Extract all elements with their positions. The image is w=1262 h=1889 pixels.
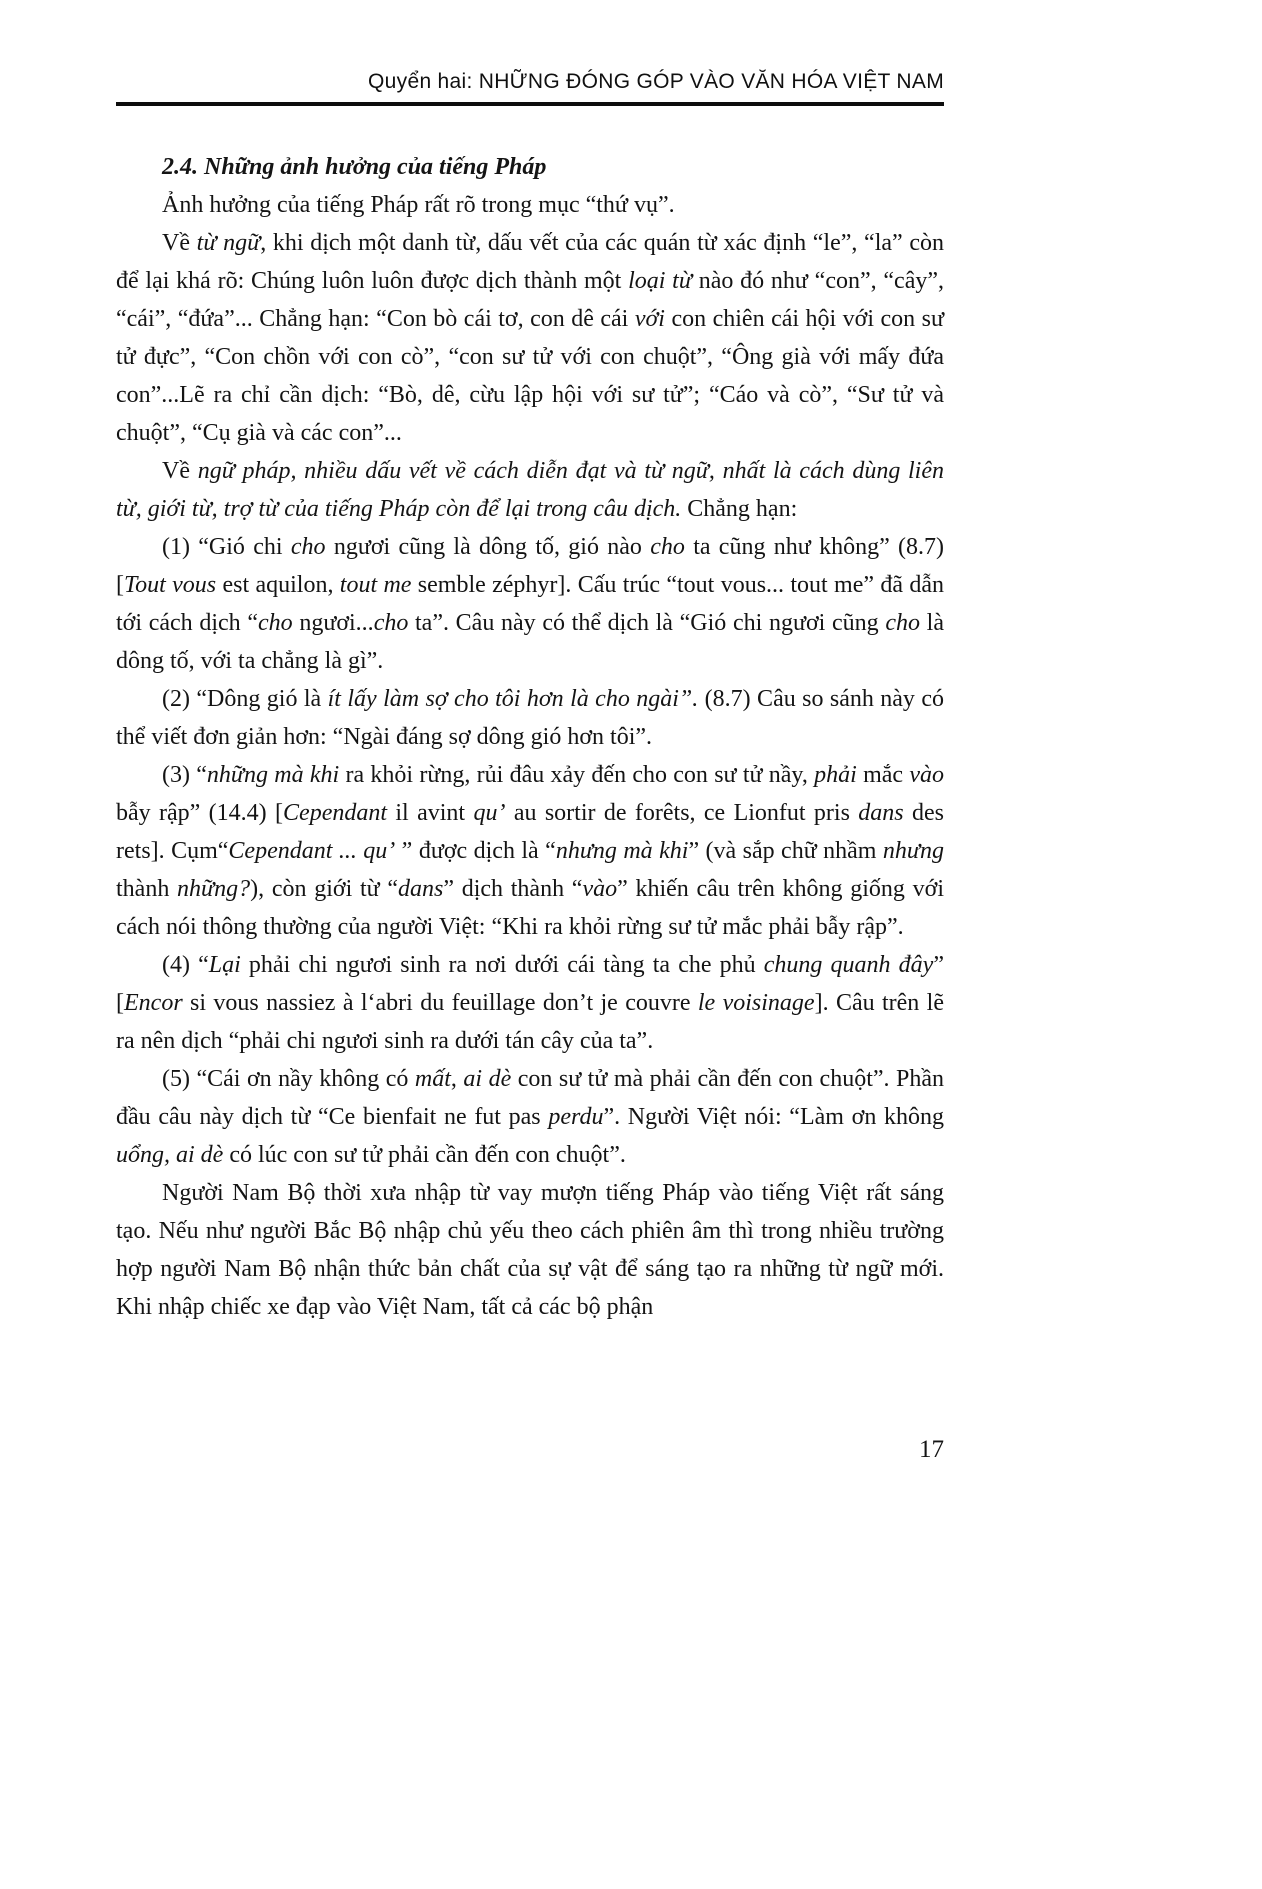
text-segment: des rets]. Cụm“: [116, 800, 944, 864]
italic-text-segment: chung quanh đây: [763, 952, 934, 978]
italic-text-segment: những mà khi: [206, 762, 340, 788]
text-segment: semble zéphyr]. Cấu trúc “tout vous... tout me” đã dẫn tới cách dịch “: [116, 572, 944, 636]
italic-text-segment: 2.4. Những ảnh hưởng của tiếng Pháp: [162, 154, 547, 180]
italic-text-segment: perdu: [548, 1104, 604, 1130]
text-segment: ” (và sắp chữ nhầm: [688, 838, 883, 864]
text-segment: ngươi...: [292, 610, 374, 636]
italic-text-segment: vào: [582, 876, 618, 902]
text-segment: ” dịch thành “: [443, 876, 583, 902]
paragraph: [116, 224, 944, 452]
italic-text-segment: ngữ pháp, nhiều dấu vết về cách diễn đạt và từ ngữ, nhất là cách dùng liên từ, giới từ, trợ từ của tiếng Pháp còn để lại trong câu dịch.: [116, 458, 945, 522]
text-segment: si vous nassiez à l‘abri du feuillage don’t je couvre: [182, 990, 698, 1016]
header-rule: [116, 102, 944, 106]
italic-text-segment: le voisinage: [697, 990, 815, 1016]
text-segment: được dịch là “: [412, 838, 556, 864]
italic-text-segment: uổng, ai dè: [116, 1142, 224, 1168]
text-segment: ngươi cũng là dông tố, gió nào: [325, 534, 651, 560]
paragraph: [116, 756, 944, 946]
italic-text-segment: Lại: [208, 952, 241, 978]
italic-text-segment: cho: [885, 610, 920, 636]
italic-text-segment: vào: [909, 762, 944, 788]
section-heading: [116, 148, 944, 186]
text-segment: ,: [450, 1066, 464, 1092]
text-segment: Chẳng hạn:: [681, 496, 798, 522]
italic-text-segment: cho: [650, 534, 685, 560]
italic-text-segment: Tout vous: [124, 572, 217, 598]
text-segment: au sortir de forêts, ce Lionfut pris: [505, 800, 859, 826]
page-body: [116, 148, 944, 1326]
text-segment: con sư tử mà phải cần đến con chuột”. Phần đầu câu này dịch từ “Ce bienfait ne fut pas: [116, 1066, 945, 1130]
italic-text-segment: Cependant: [283, 800, 388, 826]
italic-text-segment: ít lấy làm sợ cho tôi hơn là cho ngài”.: [327, 686, 699, 712]
text-segment: ]. Câu trên lẽ ra nên dịch “phải chi ngươi sinh ra dưới tán cây của ta”.: [116, 990, 944, 1054]
text-segment: phải chi ngươi sinh ra nơi dưới cái tàng ta che phủ: [240, 952, 764, 978]
italic-text-segment: từ ngữ: [196, 230, 261, 256]
page-number: 17: [919, 1436, 944, 1463]
text-segment: ta”. Câu này có thể dịch là “Gió chi ngươi cũng: [408, 610, 886, 636]
italic-text-segment: nhưng: [882, 838, 944, 864]
text-segment: ta cũng như không” (8.7) [: [116, 534, 944, 598]
text-segment: mắc: [856, 762, 910, 788]
italic-text-segment: mất: [414, 1066, 451, 1092]
text-segment: (5) “Cái ơn nầy không có: [162, 1066, 415, 1092]
text-segment: , khi dịch một danh từ, dấu vết của các quán từ xác định “le”, “la” còn để lại khá rõ: Chúng luôn luôn được dịch thành một: [116, 230, 944, 294]
italic-text-segment: cho: [290, 534, 326, 560]
italic-text-segment: nhưng mà khi: [555, 838, 689, 864]
text-segment: (4) “: [162, 952, 209, 978]
text-segment: est aquilon,: [216, 572, 340, 598]
text-segment: con chiên cái hội với con sư tử đực”, “Con chồn với con cò”, “con sư tử với con chuột”, “Ông già với mấy đứa con”...Lẽ ra chỉ cần dịch: “Bò, dê, cừu lập hội với sư tử”; “Cáo và cò”, “Sư tử và chuột”, “Cụ già và các con”...: [116, 306, 945, 446]
text-segment: Về: [162, 230, 197, 256]
text-segment: Ảnh hưởng của tiếng Pháp rất rõ trong mục “thứ vụ”.: [162, 192, 675, 218]
running-header: [116, 70, 944, 94]
paragraph: [116, 946, 944, 1060]
italic-text-segment: tout me: [339, 572, 412, 598]
text-segment: bẫy rập” (14.4) [: [116, 800, 284, 826]
text-segment: ”. Người Việt nói: “Làm ơn không: [603, 1104, 944, 1130]
paragraph: [116, 528, 944, 680]
paragraph: [116, 1060, 944, 1174]
italic-text-segment: qu’: [473, 800, 506, 826]
text-segment: ra khỏi rừng, rủi đâu xảy đến cho con sư tử nầy,: [339, 762, 815, 788]
italic-text-segment: những?: [177, 876, 251, 902]
paragraph: [116, 1174, 944, 1326]
running-title: Quyển hai: NHỮNG ĐÓNG GÓP VÀO VĂN HÓA VIỆT NAM: [368, 70, 944, 93]
italic-text-segment: dans: [398, 876, 444, 902]
italic-text-segment: cho: [257, 610, 293, 636]
italic-text-segment: với: [634, 306, 665, 332]
text-segment: có lúc con sư tử phải cần đến con chuột”.: [223, 1142, 626, 1168]
italic-text-segment: phải: [814, 762, 857, 788]
italic-text-segment: ai dè: [463, 1066, 512, 1092]
text-segment: (3) “: [162, 762, 207, 788]
text-segment: ” khiến câu trên không giống với cách nói thông thường của người Việt: “Khi ra khỏi rừng sư tử mắc phải bẫy rập”.: [116, 876, 944, 940]
text-segment: il avint: [387, 800, 474, 826]
paragraph: [116, 452, 944, 528]
italic-text-segment: dans: [858, 800, 904, 826]
italic-text-segment: loại từ: [628, 268, 692, 294]
text-segment: ), còn giới từ “: [250, 876, 398, 902]
text-segment: Người Nam Bộ thời xưa nhập từ vay mượn tiếng Pháp vào tiếng Việt rất sáng tạo. Nếu như người Bắc Bộ nhập chủ yếu theo cách phiên âm thì trong nhiều trường hợp người Nam Bộ nhận thức bản chất của sự vật để sáng tạo ra những từ ngữ mới. Khi nhập chiếc xe đạp vào Việt Nam, tất cả các bộ phận: [116, 1180, 944, 1320]
text-segment: thành: [116, 876, 178, 902]
text-segment: là dông tố, với ta chẳng là gì”.: [116, 610, 944, 674]
italic-text-segment: cho: [373, 610, 409, 636]
italic-text-segment: Cependant ... qu’ ”: [228, 838, 413, 864]
text-segment: (1) “Gió chi: [162, 534, 291, 560]
text-segment: (8.7) Câu so sánh này có thể viết đơn giản hơn: “Ngài đáng sợ dông gió hơn tôi”.: [116, 686, 944, 750]
paragraph: [116, 186, 944, 224]
paragraph: [116, 680, 944, 756]
italic-text-segment: Encor: [124, 990, 183, 1016]
text-segment: Về: [162, 458, 198, 484]
text-segment: ” [: [116, 952, 944, 1016]
text-segment: (2) “Dông gió là: [162, 686, 328, 712]
text-segment: nào đó như “con”, “cây”, “cái”, “đứa”... Chẳng hạn: “Con bò cái tơ, con dê cái: [116, 268, 945, 332]
